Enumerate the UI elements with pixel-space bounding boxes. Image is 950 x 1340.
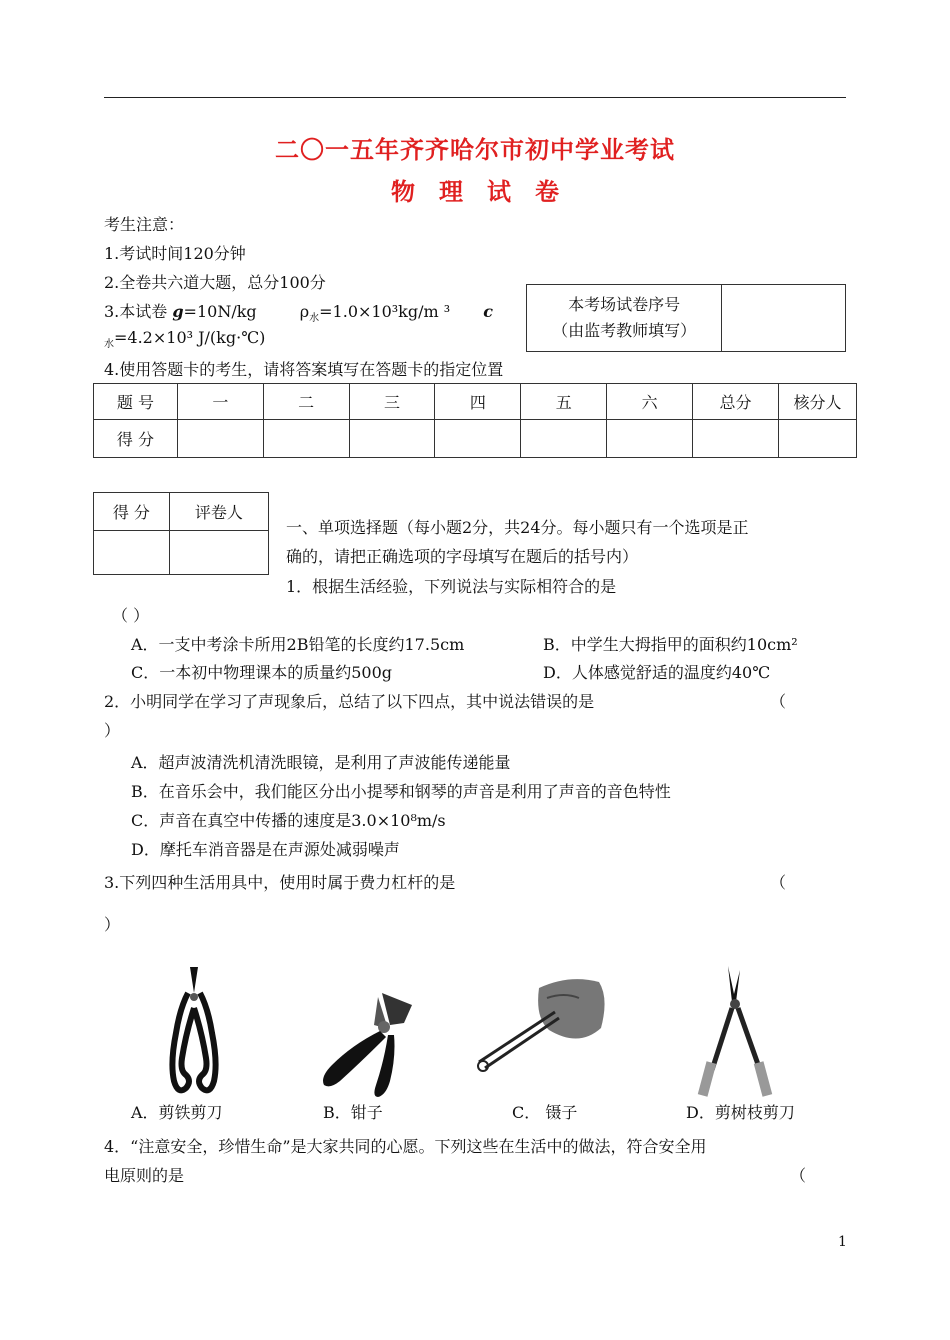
q3-caption-d: D．剪树枝剪刀 xyxy=(686,1103,795,1122)
exam-title: 二〇一五年齐齐哈尔市初中学业考试 xyxy=(275,135,675,164)
notice-item-3: 3.本试卷 g=10N/kg $\rho_水=1.0\times 10^3kg/m$ ³ c xyxy=(104,302,494,325)
header-rule xyxy=(104,97,846,98)
q2-option-d: D．摩托车消音器是在声源处减弱噪声 xyxy=(131,840,400,859)
q2-paren-open: （ xyxy=(770,692,787,711)
score-cell[interactable] xyxy=(349,420,435,458)
score-cell[interactable] xyxy=(607,420,693,458)
notice-item-4: 4.使用答题卡的考生，请将答案填写在答题卡的指定位置 xyxy=(104,360,504,379)
q2-option-a: A．超声波清洗机清洗眼镜，是利用了声波能传递能量 xyxy=(131,753,511,772)
notice-item-3-cont: $_水$=4.2×10³ J/(kg·℃) xyxy=(104,328,266,351)
tweezers-image xyxy=(469,968,611,1078)
score-cell[interactable] xyxy=(778,420,856,458)
q1-stem: 1．根据生活经验，下列说法与实际相符合的是 xyxy=(286,577,617,596)
pliers-image xyxy=(312,985,427,1100)
notice-item-2: 2.全卷共六道大题，总分100分 xyxy=(104,273,326,292)
score-cell[interactable] xyxy=(177,420,263,458)
q1-option-a: A．一支中考涂卡所用2B铅笔的长度约17.5cm xyxy=(131,635,465,654)
q1-option-b: B．中学生大拇指甲的面积约10cm² xyxy=(543,635,798,654)
grader-table: 得 分 评卷人 xyxy=(93,492,269,575)
q4-stem-cont: 电原则的是 xyxy=(104,1166,185,1185)
q2-paren-close: ） xyxy=(104,721,121,740)
grader-score-cell[interactable] xyxy=(94,531,170,575)
section1-heading-cont: 确的，请把正确选项的字母填写在题后的括号内） xyxy=(286,547,639,566)
exam-subtitle: 物 理 试 卷 xyxy=(391,177,559,206)
q4-stem: 4．“注意安全，珍惜生命”是大家共同的心愿。下列这些在生活中的做法，符合安全用 xyxy=(104,1137,707,1156)
q2-option-c: C．声音在真空中传播的速度是3.0×10⁸m/s xyxy=(131,811,446,830)
q1-answer-paren: （ ） xyxy=(112,606,150,625)
serial-number-field[interactable] xyxy=(722,285,846,352)
q4-paren-open: （ xyxy=(790,1166,807,1185)
tin-snips-image xyxy=(160,963,230,1098)
notice-item-1: 1.考试时间120分钟 xyxy=(104,244,246,263)
score-cell[interactable] xyxy=(263,420,349,458)
notice-heading: 考生注意： xyxy=(104,215,185,234)
page-number: 1 xyxy=(838,1234,847,1250)
q2-stem: 2．小明同学在学习了声现象后，总结了以下四点，其中说法错误的是 xyxy=(104,692,595,711)
section1-heading: 一、单项选择题（每小题2分，共24分。每小题只有一个选项是正 xyxy=(286,518,749,537)
q1-option-c: C．一本初中物理课本的质量约500g xyxy=(131,663,393,682)
q3-stem: 3.下列四种生活用具中，使用时属于费力杠杆的是 xyxy=(104,873,456,892)
q3-caption-c: C． 镊子 xyxy=(512,1103,578,1122)
q3-caption-a: A．剪铁剪刀 xyxy=(131,1103,223,1122)
q3-paren-close: ） xyxy=(104,915,121,934)
q3-paren-open: （ xyxy=(770,873,787,892)
pruning-shears-image xyxy=(688,962,783,1100)
score-cell[interactable] xyxy=(693,420,779,458)
score-table: 题 号 一 二 三 四 五 六 总分 核分人 得 分 xyxy=(93,383,857,458)
grader-name-cell[interactable] xyxy=(169,531,268,575)
serial-number-box: 本考场试卷序号 （由监考教师填写） xyxy=(526,284,846,352)
score-cell[interactable] xyxy=(521,420,607,458)
q1-option-d: D．人体感觉舒适的温度约40℃ xyxy=(543,663,771,682)
q3-caption-b: B．钳子 xyxy=(323,1103,383,1122)
q2-option-b: B．在音乐会中，我们能区分出小提琴和钢琴的声音是利用了声音的音色特性 xyxy=(131,782,671,801)
score-cell[interactable] xyxy=(435,420,521,458)
